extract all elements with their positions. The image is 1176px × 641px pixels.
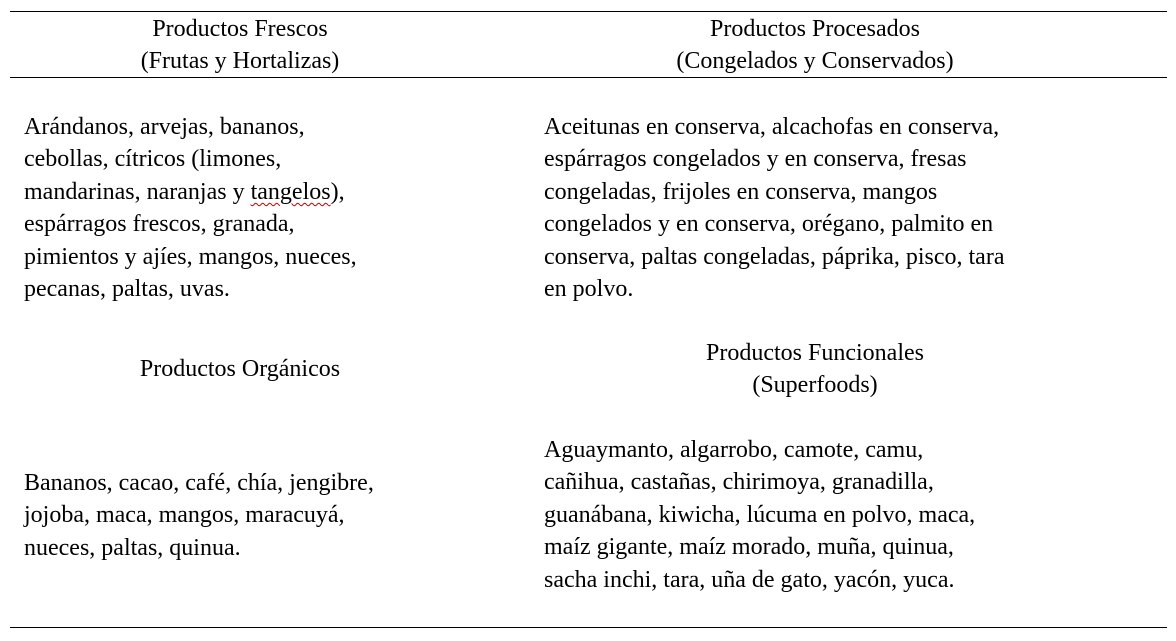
list-frescos-line: pimientos y ajíes, mangos, nueces,	[24, 243, 357, 270]
list-procesados-line: conserva, paltas congeladas, páprika, pisco, tara	[544, 243, 1005, 270]
heading-funcionales	[600, 337, 1030, 401]
list-frescos-line: Arándanos, arvejas, bananos,	[24, 114, 305, 140]
list-procesados-line: congelados y en conserva, orégano, palmito en	[544, 211, 994, 238]
heading-procesados-title: Productos Procesados	[710, 16, 920, 42]
list-funcionales-line: cañihua, castañas, chirimoya, granadilla,	[544, 469, 934, 496]
list-funcionales	[544, 434, 1104, 596]
list-organicos-line: Bananos, cacao, café, chía, jengibre,	[24, 470, 374, 496]
heading-funcionales-subtitle: (Superfoods)	[752, 372, 878, 398]
list-procesados-line: espárragos congelados y en conserva, fresas	[544, 146, 967, 173]
heading-procesados	[600, 13, 1030, 77]
list-funcionales-line: maíz gigante, maíz morado, muña, quinua,	[544, 534, 954, 561]
list-procesados-line: Aceitunas en conserva, alcachofas en conserva,	[544, 114, 1000, 140]
list-frescos-line: espárragos frescos, granada,	[24, 211, 295, 238]
list-frescos-line	[24, 176, 504, 208]
list-procesados-line: en polvo.	[544, 276, 634, 303]
list-organicos-line: jojoba, maca, mangos, maracuyá,	[24, 502, 345, 529]
heading-organicos	[90, 353, 390, 385]
list-funcionales-line: sacha inchi, tara, uña de gato, yacón, yuca.	[544, 566, 955, 593]
list-procesados-line: congeladas, frijoles en conserva, mangos	[544, 178, 938, 205]
heading-frescos-title: Productos Frescos	[152, 16, 328, 42]
list-frescos-line-tail: ),	[330, 178, 345, 205]
list-procesados	[544, 111, 1104, 305]
heading-organicos-title: Productos Orgánicos	[139, 356, 341, 382]
bottom-rule	[10, 627, 1167, 628]
top-rule	[10, 11, 1167, 12]
list-organicos	[24, 467, 504, 564]
list-frescos-line: pecanas, paltas, uvas.	[24, 276, 230, 303]
list-frescos-line: cebollas, cítricos (limones,	[24, 146, 282, 173]
heading-funcionales-title: Productos Funcionales	[706, 340, 924, 366]
list-organicos-line: nueces, paltas, quinua.	[24, 534, 241, 561]
heading-procesados-subtitle: (Congelados y Conservados)	[676, 48, 954, 74]
list-frescos	[24, 111, 504, 305]
heading-frescos	[90, 13, 390, 77]
list-funcionales-line: Aguaymanto, algarrobo, camote, camu,	[544, 437, 924, 463]
list-funcionales-line: guanábana, kiwicha, lúcuma en polvo, maca,	[544, 501, 976, 528]
spellcheck-flagged-word[interactable]: tangelos	[250, 178, 331, 205]
heading-frescos-subtitle: (Frutas y Hortalizas)	[140, 48, 340, 74]
list-frescos-line-text: mandarinas, naranjas y	[24, 178, 251, 205]
header-rule	[10, 77, 1167, 78]
